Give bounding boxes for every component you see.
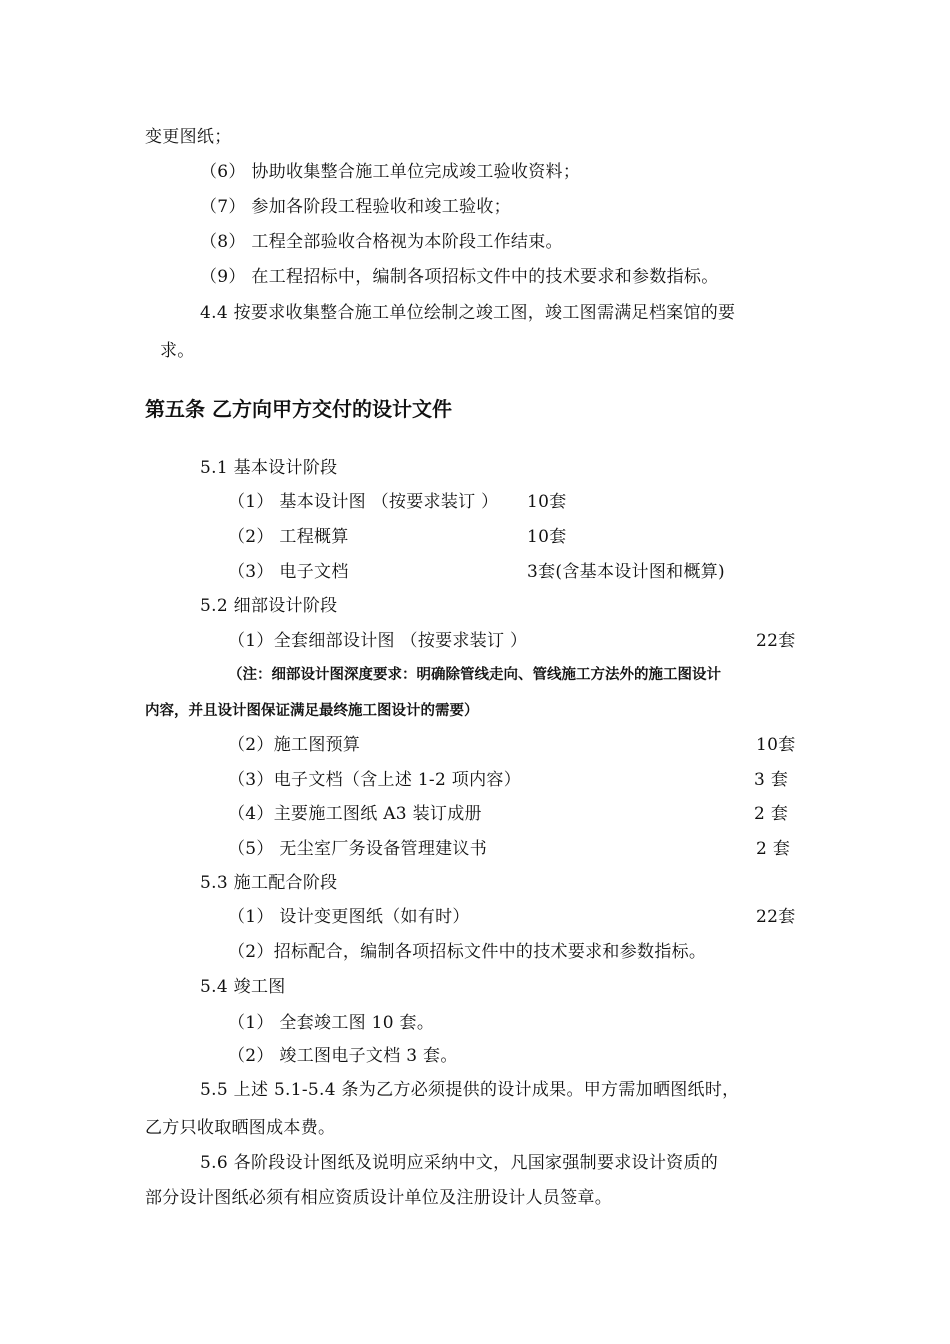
paragraph-5-6-line2: 部分设计图纸必须有相应资质设计单位及注册设计人员签章。	[145, 1188, 613, 1208]
s51-item-1-label: （1） 基本设计图 （按要求装订 ）	[228, 492, 499, 512]
s52-item-1-qty: 22套	[756, 631, 796, 651]
s52-item-2-label: （2）施工图预算	[228, 735, 361, 755]
s52-note-line2: 内容，并且设计图保证满足最终施工图设计的需要）	[145, 703, 479, 719]
section-heading: 第五条 乙方向甲方交付的设计文件	[145, 397, 452, 421]
s51-item-3-label: （3） 电子文档	[228, 562, 349, 582]
paragraph-4-4-line1: 4.4 按要求收集整合施工单位绘制之竣工图，竣工图需满足档案馆的要	[200, 303, 736, 323]
paragraph-5-5-line2: 乙方只收取晒图成本费。	[145, 1118, 336, 1138]
subsection-5-2-title: 5.2 细部设计阶段	[200, 596, 338, 616]
s52-item-4-label: （4）主要施工图纸 A3 装订成册	[228, 804, 482, 824]
s54-item-2: （2） 竣工图电子文档 3 套。	[228, 1046, 458, 1066]
s52-item-2-qty: 10套	[756, 735, 796, 755]
s52-item-3-label: （3）电子文档（含上述 1-2 项内容）	[228, 770, 521, 790]
list-item-8: （8） 工程全部验收合格视为本阶段工作结束。	[200, 232, 563, 252]
s52-note-line1: （注：细部设计图深度要求：明确除管线走向、管线施工方法外的施工图设计	[228, 667, 721, 683]
s53-item-2: （2）招标配合，编制各项招标文件中的技术要求和参数指标。	[228, 942, 707, 962]
s52-item-5-label: （5） 无尘室厂务设备管理建议书	[228, 839, 488, 859]
paragraph-5-5-line1: 5.5 上述 5.1-5.4 条为乙方必须提供的设计成果。甲方需加晒图纸时，	[200, 1080, 740, 1100]
s52-item-1-label: （1）全套细部设计图 （按要求装订 ）	[228, 631, 528, 651]
s51-item-3-qty: 3套(含基本设计图和概算)	[527, 562, 725, 582]
s53-item-1-label: （1） 设计变更图纸（如有时）	[228, 907, 470, 927]
s51-item-2-qty: 10套	[527, 527, 567, 547]
subsection-5-3-title: 5.3 施工配合阶段	[200, 873, 338, 893]
paragraph-4-4-line2: 求。	[160, 341, 195, 361]
s51-item-1-qty: 10套	[527, 492, 567, 512]
paragraph-5-6-line1: 5.6 各阶段设计图纸及说明应采纳中文，凡国家强制要求设计资质的	[200, 1153, 719, 1173]
subsection-5-1-title: 5.1 基本设计阶段	[200, 458, 338, 478]
list-item-6: （6） 协助收集整合施工单位完成竣工验收资料；	[200, 162, 581, 182]
s54-item-1: （1） 全套竣工图 10 套。	[228, 1013, 435, 1033]
s53-item-1-qty: 22套	[756, 907, 796, 927]
s51-item-2-label: （2） 工程概算	[228, 527, 349, 547]
subsection-5-4-title: 5.4 竣工图	[200, 977, 286, 997]
list-item-7: （7） 参加各阶段工程验收和竣工验收；	[200, 197, 511, 217]
s52-item-3-qty: 3 套	[754, 770, 789, 790]
s52-item-5-qty: 2 套	[756, 839, 791, 859]
text-line-continuation: 变更图纸；	[145, 127, 232, 147]
s52-item-4-qty: 2 套	[754, 804, 789, 824]
list-item-9: （9） 在工程招标中，编制各项招标文件中的技术要求和参数指标。	[200, 267, 719, 287]
